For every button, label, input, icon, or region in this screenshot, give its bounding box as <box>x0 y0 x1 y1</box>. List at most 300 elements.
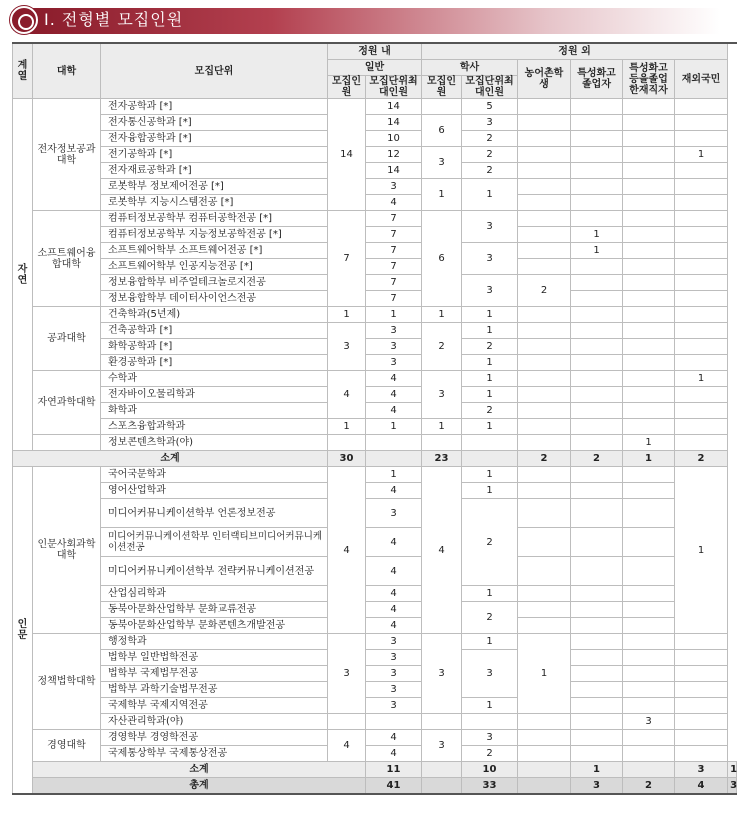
cell-value: 3 <box>328 323 366 371</box>
cell-value: 1 <box>623 435 675 451</box>
cell-value <box>623 698 675 714</box>
cell-value: 3 <box>366 634 422 650</box>
cell-value <box>571 147 623 163</box>
table-row <box>13 666 737 682</box>
cell-value <box>623 528 675 557</box>
cell-value: 1 <box>462 467 518 483</box>
cell-value: 41 <box>366 778 422 795</box>
cell-value: 10 <box>366 131 422 147</box>
cell-value <box>623 730 675 746</box>
cell-value <box>571 602 623 618</box>
cell-value <box>675 115 728 131</box>
table-row <box>13 147 737 163</box>
cell-value <box>623 371 675 387</box>
cell-value <box>518 483 571 499</box>
table-row <box>13 650 737 666</box>
table-row <box>13 163 737 179</box>
cell-value <box>518 557 571 586</box>
group-label: 자연 <box>13 99 33 451</box>
cell-value: 12 <box>366 147 422 163</box>
unit-name: 로봇학부 지능시스템전공 [*] <box>101 195 328 211</box>
unit-name: 전자통신공학과 [*] <box>101 115 328 131</box>
cell-value <box>623 746 675 762</box>
cell-value: 3 <box>422 371 462 419</box>
table-row <box>13 291 737 307</box>
cell-value <box>366 435 422 451</box>
unit-name: 미디어커뮤니케이션학부 전략커뮤니케이션전공 <box>101 557 328 586</box>
cell-value: 3 <box>328 634 366 714</box>
cell-value <box>518 211 571 227</box>
unit-name: 동북아문화산업학부 문화교류전공 <box>101 602 328 618</box>
cell-value <box>675 746 728 762</box>
cell-value: 1 <box>422 179 462 211</box>
cell-value: 14 <box>366 115 422 131</box>
cell-value <box>518 778 571 795</box>
cell-value: 1 <box>462 355 518 371</box>
header-teuksung-work: 특성화고등을졸업한재직자 <box>623 60 675 99</box>
cell-value: 7 <box>366 211 422 227</box>
group-label: 인문 <box>13 467 33 795</box>
unit-name: 경영학부 경영학전공 <box>101 730 328 746</box>
cell-value: 3 <box>462 275 518 307</box>
header-ilban-max: 모집단위최대인원 <box>366 76 422 99</box>
cell-value: 4 <box>366 618 422 634</box>
unit-name: 전자공학과 [*] <box>101 99 328 115</box>
cell-value <box>571 650 623 666</box>
admission-table <box>12 42 737 795</box>
cell-value <box>518 746 571 762</box>
cell-value: 4 <box>328 371 366 419</box>
cell-value <box>518 115 571 131</box>
unit-name: 국제통상학부 국제통상전공 <box>101 746 328 762</box>
unit-name: 로봇학부 정보제어전공 [*] <box>101 179 328 195</box>
cell-value <box>422 714 462 730</box>
cell-value <box>518 259 571 275</box>
cell-value <box>675 666 728 682</box>
table-row <box>13 618 737 634</box>
cell-value: 4 <box>366 528 422 557</box>
header-jeongwon-oe: 정원 외 <box>422 43 728 60</box>
cell-value <box>571 634 623 650</box>
unit-name: 정보융합학부 데이터사이언스전공 <box>101 291 328 307</box>
cell-value: 3 <box>623 714 675 730</box>
cell-value <box>675 435 728 451</box>
cell-value <box>571 730 623 746</box>
cell-value: 1 <box>462 387 518 403</box>
cell-value <box>675 698 728 714</box>
cell-value: 10 <box>462 762 518 778</box>
cell-value <box>675 163 728 179</box>
cell-value: 33 <box>462 778 518 795</box>
cell-value: 3 <box>366 179 422 195</box>
table-row <box>13 467 737 483</box>
cell-value <box>623 147 675 163</box>
cell-value: 4 <box>366 387 422 403</box>
cell-value: 23 <box>422 451 462 467</box>
cell-value <box>623 650 675 666</box>
cell-value: 6 <box>422 211 462 307</box>
cell-value <box>675 634 728 650</box>
cell-value <box>571 467 623 483</box>
unit-name: 컴퓨터정보공학부 지능정보공학전공 [*] <box>101 227 328 243</box>
cell-value: 2 <box>623 778 675 795</box>
cell-value <box>366 451 422 467</box>
cell-value: 1 <box>422 307 462 323</box>
table-row <box>13 387 737 403</box>
cell-value: 3 <box>366 339 422 355</box>
cell-value <box>518 179 571 195</box>
cell-value: 14 <box>328 99 366 211</box>
cell-value <box>518 195 571 211</box>
cell-value <box>571 586 623 602</box>
table-row <box>13 323 737 339</box>
cell-value: 1 <box>571 227 623 243</box>
cell-value <box>571 403 623 419</box>
subtotal-label: 소계 <box>33 762 366 778</box>
table-row <box>13 698 737 714</box>
cell-value <box>571 131 623 147</box>
cell-value: 2 <box>462 339 518 355</box>
header-row-1 <box>13 43 737 60</box>
cell-value <box>518 730 571 746</box>
table-row <box>13 99 737 115</box>
cell-value <box>518 371 571 387</box>
cell-value <box>518 163 571 179</box>
cell-value: 2 <box>462 602 518 634</box>
cell-value: 1 <box>462 634 518 650</box>
cell-value <box>518 243 571 259</box>
cell-value <box>422 435 462 451</box>
table-row <box>13 682 737 698</box>
cell-value: 1 <box>462 323 518 339</box>
cell-value: 2 <box>422 323 462 371</box>
college-label: 인문사회과학대학 <box>33 467 101 634</box>
cell-value <box>422 762 462 778</box>
cell-value: 1 <box>422 419 462 435</box>
cell-value: 3 <box>462 650 518 698</box>
table-row <box>13 746 737 762</box>
unit-name: 행정학과 <box>101 634 328 650</box>
cell-value: 7 <box>366 275 422 291</box>
cell-value <box>675 355 728 371</box>
cell-value: 3 <box>462 115 518 131</box>
cell-value: 1 <box>462 483 518 499</box>
cell-value <box>675 99 728 115</box>
cell-value: 1 <box>462 179 518 211</box>
cell-value <box>623 339 675 355</box>
cell-value: 4 <box>366 403 422 419</box>
cell-value: 2 <box>462 403 518 419</box>
cell-value <box>623 163 675 179</box>
table-row <box>13 557 737 586</box>
table-row <box>13 403 737 419</box>
cell-value <box>623 323 675 339</box>
cell-value <box>571 355 623 371</box>
cell-value: 3 <box>366 666 422 682</box>
unit-name: 미디어커뮤니케이션학부 언론정보전공 <box>101 499 328 528</box>
cell-value: 3 <box>462 243 518 275</box>
cell-value <box>571 483 623 499</box>
cell-value: 3 <box>422 730 462 762</box>
cell-value <box>623 259 675 275</box>
table-row <box>13 435 737 451</box>
cell-value: 3 <box>366 355 422 371</box>
cell-value: 1 <box>675 371 728 387</box>
unit-name: 스포츠융합과학과 <box>101 419 328 435</box>
cell-value <box>675 403 728 419</box>
cell-value <box>623 211 675 227</box>
cell-value: 3 <box>422 147 462 179</box>
cell-value: 7 <box>366 291 422 307</box>
cell-value <box>518 355 571 371</box>
cell-value: 4 <box>675 778 728 795</box>
cell-value: 2 <box>462 746 518 762</box>
table-row <box>13 227 737 243</box>
unit-name: 국제학부 국제지역전공 <box>101 698 328 714</box>
unit-name: 컴퓨터정보공학부 컴퓨터공학전공 [*] <box>101 211 328 227</box>
cell-value <box>623 387 675 403</box>
cell-value <box>675 211 728 227</box>
cell-value: 1 <box>366 307 422 323</box>
cell-value: 14 <box>366 163 422 179</box>
cell-value <box>571 499 623 528</box>
cell-value: 2 <box>571 451 623 467</box>
cell-value <box>571 714 623 730</box>
cell-value: 4 <box>366 195 422 211</box>
unit-name: 동북아문화산업학부 문화콘텐츠개발전공 <box>101 618 328 634</box>
cell-value: 1 <box>675 467 728 634</box>
cell-value: 2 <box>462 499 518 586</box>
cell-value: 3 <box>366 650 422 666</box>
cell-value <box>518 99 571 115</box>
table-row <box>13 355 737 371</box>
cell-value <box>623 179 675 195</box>
table-row <box>13 730 737 746</box>
unit-name: 화학공학과 [*] <box>101 339 328 355</box>
table-row <box>13 259 737 275</box>
cell-value: 3 <box>571 778 623 795</box>
cell-value <box>571 682 623 698</box>
cell-value: 7 <box>366 243 422 259</box>
cell-value: 3 <box>366 323 422 339</box>
university-emblem-icon <box>10 6 38 34</box>
table-row <box>13 243 737 259</box>
cell-value: 3 <box>366 682 422 698</box>
college-label <box>33 435 101 451</box>
cell-value: 30 <box>328 451 366 467</box>
cell-value <box>623 499 675 528</box>
cell-value <box>675 650 728 666</box>
unit-name: 소프트웨어학부 인공지능전공 [*] <box>101 259 328 275</box>
header-nongeochon: 농어촌학생 <box>518 60 571 99</box>
table-row <box>13 339 737 355</box>
cell-value <box>675 275 728 291</box>
unit-name: 소프트웨어학부 소프트웨어전공 [*] <box>101 243 328 259</box>
cell-value: 3 <box>366 499 422 528</box>
cell-value <box>571 323 623 339</box>
header-jaeoe: 재외국민 <box>675 60 728 99</box>
subtotal-row <box>13 762 737 778</box>
unit-name: 전자바이오물리학과 <box>101 387 328 403</box>
cell-value <box>518 339 571 355</box>
unit-name: 건축공학과 [*] <box>101 323 328 339</box>
total-label: 총계 <box>33 778 366 795</box>
cell-value: 1 <box>571 762 623 778</box>
cell-value: 1 <box>328 419 366 435</box>
cell-value <box>623 115 675 131</box>
cell-value: 1 <box>675 147 728 163</box>
cell-value <box>623 403 675 419</box>
cell-value <box>675 323 728 339</box>
cell-value: 4 <box>422 467 462 634</box>
cell-value <box>571 259 623 275</box>
unit-name: 미디어커뮤니케이션학부 인터랙티브미디어커뮤니케이션전공 <box>101 528 328 557</box>
cell-value <box>518 435 571 451</box>
cell-value <box>518 131 571 147</box>
cell-value: 7 <box>366 259 422 275</box>
unit-name: 영어산업학과 <box>101 483 328 499</box>
cell-value <box>675 195 728 211</box>
cell-value: 4 <box>366 730 422 746</box>
cell-value <box>623 227 675 243</box>
college-label: 공과대학 <box>33 307 101 371</box>
cell-value: 1 <box>366 419 422 435</box>
cell-value: 4 <box>328 467 366 634</box>
cell-value <box>571 115 623 131</box>
cell-value: 2 <box>462 163 518 179</box>
table-row <box>13 307 737 323</box>
cell-value <box>675 291 728 307</box>
table-row <box>13 586 737 602</box>
cell-value <box>422 778 462 795</box>
header-ilban: 일반 <box>328 60 422 76</box>
cell-value: 7 <box>328 211 366 307</box>
cell-value <box>571 666 623 682</box>
cell-value: 7 <box>366 227 422 243</box>
table-row <box>13 371 737 387</box>
cell-value <box>571 387 623 403</box>
cell-value <box>675 179 728 195</box>
cell-value <box>623 762 675 778</box>
table-row <box>13 499 737 528</box>
header-teuksung: 특성화고졸업자 <box>571 60 623 99</box>
cell-value <box>571 179 623 195</box>
cell-value <box>675 243 728 259</box>
cell-value: 2 <box>675 451 728 467</box>
page-title: Ⅰ. 전형별 모집인원 <box>44 10 184 29</box>
cell-value: 1 <box>328 307 366 323</box>
cell-value: 6 <box>422 115 462 147</box>
cell-value: 1 <box>571 243 623 259</box>
cell-value <box>623 618 675 634</box>
cell-value <box>518 387 571 403</box>
cell-value <box>518 147 571 163</box>
cell-value: 14 <box>366 99 422 115</box>
unit-name: 정보융합학부 비주얼테크놀로지전공 <box>101 275 328 291</box>
cell-value <box>571 371 623 387</box>
unit-name: 법학부 일반법학전공 <box>101 650 328 666</box>
unit-name: 환경공학과 [*] <box>101 355 328 371</box>
cell-value <box>623 483 675 499</box>
cell-value <box>328 714 366 730</box>
cell-value: 3 <box>728 778 737 795</box>
cell-value <box>571 99 623 115</box>
table-row <box>13 131 737 147</box>
cell-value <box>571 307 623 323</box>
cell-value: 4 <box>366 371 422 387</box>
cell-value <box>623 666 675 682</box>
unit-name: 법학부 국제법무전공 <box>101 666 328 682</box>
cell-value <box>518 403 571 419</box>
cell-value: 2 <box>462 131 518 147</box>
cell-value <box>571 557 623 586</box>
table-row <box>13 275 737 291</box>
table-row <box>13 483 737 499</box>
cell-value: 1 <box>623 451 675 467</box>
cell-value <box>366 714 422 730</box>
cell-value <box>675 714 728 730</box>
cell-value <box>623 634 675 650</box>
cell-value: 2 <box>518 275 571 307</box>
cell-value <box>571 339 623 355</box>
cell-value <box>571 528 623 557</box>
header-unit: 모집단위 <box>101 43 328 99</box>
cell-value <box>518 618 571 634</box>
header-gyeyeol: 계열 <box>13 43 33 99</box>
cell-value <box>571 419 623 435</box>
college-label: 전자정보공과대학 <box>33 99 101 211</box>
cell-value <box>518 714 571 730</box>
subtotal-label: 소계 <box>13 451 328 467</box>
cell-value <box>518 602 571 618</box>
unit-name: 전자재료공학과 [*] <box>101 163 328 179</box>
cell-value <box>675 259 728 275</box>
cell-value: 4 <box>366 746 422 762</box>
cell-value <box>675 339 728 355</box>
unit-name: 수학과 <box>101 371 328 387</box>
cell-value <box>571 618 623 634</box>
cell-value: 11 <box>366 762 422 778</box>
table-row <box>13 602 737 618</box>
cell-value: 3 <box>462 730 518 746</box>
cell-value: 1 <box>728 762 737 778</box>
unit-name: 화학과 <box>101 403 328 419</box>
cell-value <box>518 586 571 602</box>
header-haksa-max: 모집단위최대인원 <box>462 76 518 99</box>
unit-name: 자산관리학과(야) <box>101 714 328 730</box>
cell-value <box>571 435 623 451</box>
cell-value: 4 <box>366 557 422 586</box>
unit-name: 전자융합공학과 [*] <box>101 131 328 147</box>
cell-value <box>571 275 623 291</box>
header-college: 대학 <box>33 43 101 99</box>
table-row <box>13 419 737 435</box>
cell-value <box>675 387 728 403</box>
cell-value <box>623 195 675 211</box>
cell-value <box>623 682 675 698</box>
cell-value <box>518 307 571 323</box>
cell-value <box>675 730 728 746</box>
cell-value <box>328 435 366 451</box>
cell-value <box>518 323 571 339</box>
cell-value <box>623 131 675 147</box>
cell-value <box>623 602 675 618</box>
unit-name: 산업심리학과 <box>101 586 328 602</box>
table-row <box>13 714 737 730</box>
cell-value <box>623 99 675 115</box>
cell-value: 4 <box>366 602 422 618</box>
cell-value <box>675 227 728 243</box>
